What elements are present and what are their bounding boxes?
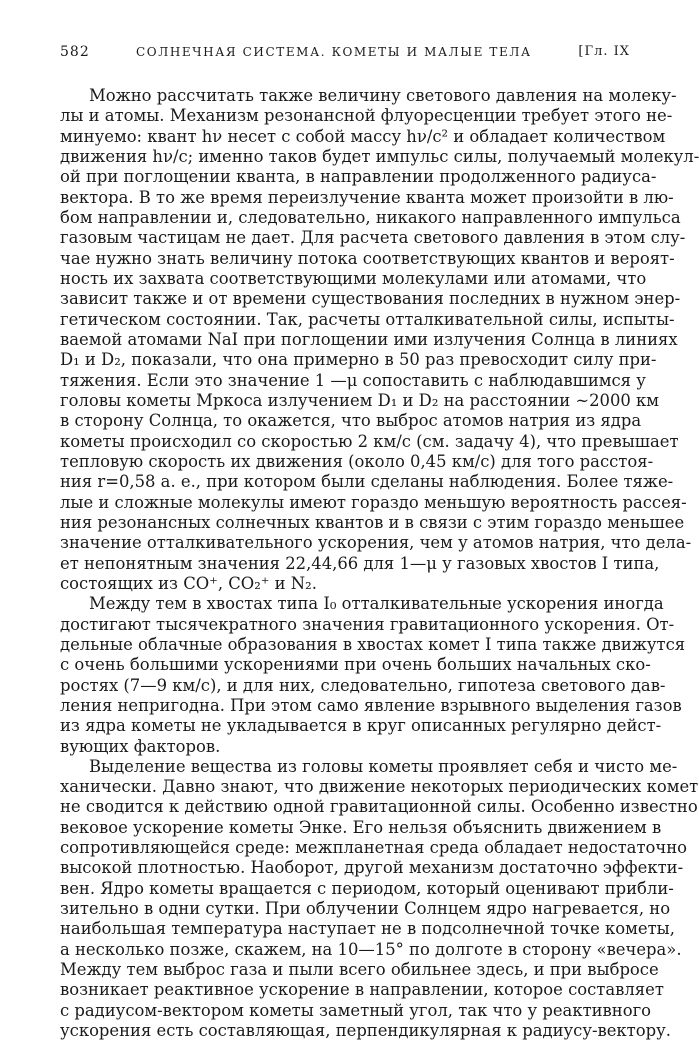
text-line: Выделение вещества из головы кометы проявляет себя и чисто ме-	[89, 756, 678, 776]
running-title: СОЛНЕЧНАЯ СИСТЕМА. КОМЕТЫ И МАЛЫЕ ТЕЛА	[136, 45, 532, 59]
text-line: Между тем в хвостах типа I₀ отталкивательные ускорения иногда	[89, 594, 664, 614]
text-line: ваемой атомами NaI при поглощении ими излучения Солнца в линиях	[60, 329, 678, 349]
text-line: лые и сложные молекулы имеют гораздо меньшую вероятность рассея-	[60, 492, 687, 512]
text-line: гетическом состоянии. Так, расчеты отталкивательной силы, испыты-	[60, 309, 675, 329]
text-line: газовым частицам не дает. Для расчета светового давления в этом слу-	[60, 228, 686, 248]
text-line: возникает реактивное ускорение в направлении, которое составляет	[60, 980, 664, 1000]
page-header	[60, 44, 630, 66]
text-line: из ядра кометы не укладывается в круг описанных регулярно дейст-	[60, 716, 662, 736]
text-line: ния резонансных солнечных квантов и в связи с этим гораздо меньшее	[60, 512, 685, 532]
text-line: тяжения. Если это значение 1 —μ сопоставить с наблюдавшимся у	[60, 370, 646, 390]
text-line: лы и атомы. Механизм резонансной флуоресценции требует этого не-	[60, 106, 673, 126]
text-line: высокой плотностью. Наоборот, другой механизм достаточно эффекти-	[60, 858, 684, 878]
text-line: движения hν/c; именно таков будет импульс силы, получаемый молекул-	[60, 146, 699, 166]
text-line: достигают тысячекратного значения гравитационного ускорения. От-	[60, 614, 675, 634]
text-line: зависит также и от времени существования последних в нужном энер-	[60, 289, 681, 309]
text-line: с радиусом-вектором кометы заметный угол, так что у реактивного	[60, 1000, 652, 1020]
text-line: ет непонятным значения 22,44,66 для 1—μ у газовых хвостов I типа,	[60, 553, 660, 573]
text-line: минуемо: квант hν несет с собой массу hν/c² и обладает количеством	[60, 126, 666, 146]
text-line: ой при поглощении кванта, в направлении продолженного радиуса-	[60, 167, 657, 187]
text-line: ления непригодна. При этом само явление взрывного выделения газов	[60, 695, 682, 715]
text-line: тепловую скорость их движения (около 0,45 км/с) для того расстоя-	[60, 451, 654, 471]
text-line: состоящих из CO⁺, CO₂⁺ и N₂.	[60, 573, 317, 593]
text-line: зительно в одни сутки. При облучении Солнцем ядро нагревается, но	[60, 899, 671, 919]
text-line: а несколько позже, скажем, на 10—15° по долготе в сторону «вечера».	[60, 939, 682, 959]
text-line: значение отталкивательного ускорения, чем у атомов натрия, что дела-	[60, 533, 692, 553]
text-line: вектора. В то же время переизлучение кванта может произойти в лю-	[60, 187, 674, 207]
text-line: Между тем выброс газа и пыли всего обильнее здесь, и при выбросе	[60, 960, 659, 980]
text-line: в сторону Солнца, то окажется, что выброс атомов натрия из ядра	[60, 411, 642, 431]
text-line: вующих факторов.	[60, 736, 221, 756]
text-line: бом направлении и, следовательно, никакого направленного импульса	[60, 207, 681, 227]
text-line: вековое ускорение кометы Энке. Его нельзя объяснить движением в	[60, 817, 662, 837]
page-number: 582	[60, 44, 90, 60]
text-line: ность их захвата соответствующими молекулами или атомами, что	[60, 268, 647, 288]
text-line: головы кометы Мркоса излучением D₁ и D₂ на расстоянии ∼2000 км	[60, 390, 660, 410]
text-line: дельные облачные образования в хвостах комет I типа также движутся	[60, 634, 686, 654]
body-text	[60, 86, 699, 1041]
text-line: D₁ и D₂, показали, что она примерно в 50 раз превосходит силу при-	[60, 350, 657, 370]
text-line: ханически. Давно знают, что движение некоторых периодических комет	[60, 777, 699, 797]
text-line: вен. Ядро кометы вращается с периодом, который оценивают прибли-	[60, 878, 674, 898]
text-line: не сводится к действию одной гравитационной силы. Особенно известно	[60, 797, 698, 817]
text-line: сопротивляющейся среде: межпланетная среда обладает недостаточно	[60, 838, 688, 858]
text-line: ростях (7—9 км/с), и для них, следовательно, гипотеза светового дав-	[60, 675, 666, 695]
text-line: ния r=0,58 а. е., при котором были сделаны наблюдения. Более тяже-	[60, 472, 674, 492]
text-line: с очень большими ускорениями при очень больших начальных ско-	[60, 655, 651, 675]
text-line: наибольшая температура наступает не в подсолнечной точке кометы,	[60, 919, 675, 939]
text-line: чае нужно знать величину потока соответствующих квантов и вероят-	[60, 248, 675, 268]
text-line: Можно рассчитать также величину светового давления на молеку-	[89, 86, 677, 105]
chapter-reference: [Гл. IX	[578, 44, 630, 59]
text-line: кометы происходил со скоростью 2 км/с (см. задачу 4), что превышает	[60, 431, 679, 451]
text-line: ускорения есть составляющая, перпендикулярная к радиусу-вектору.	[60, 1021, 671, 1041]
